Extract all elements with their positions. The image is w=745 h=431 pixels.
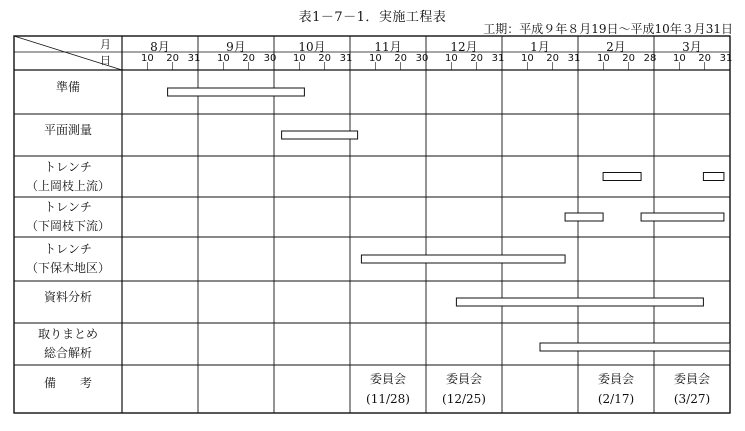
day-tick-label: 10 bbox=[292, 53, 306, 64]
schedule-bar bbox=[361, 255, 565, 263]
day-tick-label: 31 bbox=[567, 53, 581, 64]
month-label: 8月 bbox=[150, 40, 170, 54]
remarks-label: 備 考 bbox=[43, 376, 92, 390]
month-label: 3月 bbox=[682, 40, 702, 54]
day-tick-label: 31 bbox=[339, 53, 353, 64]
day-tick-label: 10 bbox=[368, 53, 382, 64]
day-tick-label: 20 bbox=[394, 53, 408, 64]
day-tick-label: 20 bbox=[622, 53, 636, 64]
committee-date: (11/28) bbox=[366, 392, 410, 406]
day-tick-label: 30 bbox=[415, 53, 429, 64]
schedule-bar bbox=[540, 343, 730, 351]
table-title: 表1－7－1．実施工程表 bbox=[298, 10, 447, 25]
committee-date: (12/25) bbox=[442, 392, 486, 406]
schedule-bar bbox=[456, 298, 703, 306]
day-tick-label: 20 bbox=[242, 53, 256, 64]
corner-month-label: 月 bbox=[100, 38, 111, 51]
schedule-bar bbox=[565, 213, 603, 221]
committee-label: 委員会 bbox=[597, 372, 634, 386]
month-label: 2月 bbox=[606, 40, 626, 54]
day-tick-label: 20 bbox=[546, 53, 560, 64]
task-sublabel: （下保木地区） bbox=[25, 261, 110, 275]
task-sublabel: （下岡枝下流） bbox=[25, 219, 110, 233]
schedule-bar bbox=[168, 88, 305, 96]
schedule-bar bbox=[282, 131, 358, 139]
month-label: 12月 bbox=[450, 40, 478, 54]
day-tick-label: 31 bbox=[491, 53, 505, 64]
month-label: 11月 bbox=[374, 40, 402, 54]
month-label: 1月 bbox=[530, 40, 550, 54]
committee-date: (3/27) bbox=[673, 392, 711, 406]
task-label: トレンチ bbox=[44, 159, 92, 174]
task-label: 準備 bbox=[55, 80, 80, 94]
task-label: トレンチ bbox=[44, 200, 92, 214]
construction-period: 工期：平成９年８月19日～平成10年３月31日 bbox=[483, 22, 733, 36]
schedule-bar bbox=[703, 173, 724, 181]
day-tick-label: 10 bbox=[140, 53, 154, 64]
day-tick-label: 20 bbox=[470, 53, 484, 64]
committee-label: 委員会 bbox=[673, 372, 710, 386]
task-label: 取りまとめ bbox=[37, 327, 98, 341]
task-label: 平面測量 bbox=[43, 123, 92, 137]
task-label: 資料分析 bbox=[43, 290, 92, 304]
day-tick-label: 31 bbox=[719, 53, 733, 64]
day-tick-label: 10 bbox=[672, 53, 686, 64]
day-tick-label: 28 bbox=[643, 53, 657, 64]
day-tick-label: 10 bbox=[596, 53, 610, 64]
schedule-bar bbox=[603, 173, 641, 181]
day-tick-label: 10 bbox=[520, 53, 534, 64]
day-tick-label: 10 bbox=[216, 53, 230, 64]
committee-date: (2/17) bbox=[597, 392, 635, 406]
corner-day-label: 日 bbox=[100, 54, 111, 67]
day-tick-label: 30 bbox=[263, 53, 277, 64]
day-tick-label: 20 bbox=[318, 53, 332, 64]
day-tick-label: 31 bbox=[187, 53, 201, 64]
committee-label: 委員会 bbox=[369, 372, 406, 386]
task-sublabel: （上岡枝上流） bbox=[25, 178, 110, 193]
month-label: 9月 bbox=[226, 40, 246, 54]
committee-label: 委員会 bbox=[445, 372, 482, 386]
day-tick-label: 20 bbox=[698, 53, 712, 64]
task-sublabel: 総合解析 bbox=[43, 346, 92, 360]
day-tick-label: 20 bbox=[166, 53, 180, 64]
task-label: トレンチ bbox=[44, 242, 92, 256]
month-label: 10月 bbox=[298, 40, 326, 54]
day-tick-label: 10 bbox=[444, 53, 458, 64]
schedule-bar bbox=[641, 213, 724, 221]
